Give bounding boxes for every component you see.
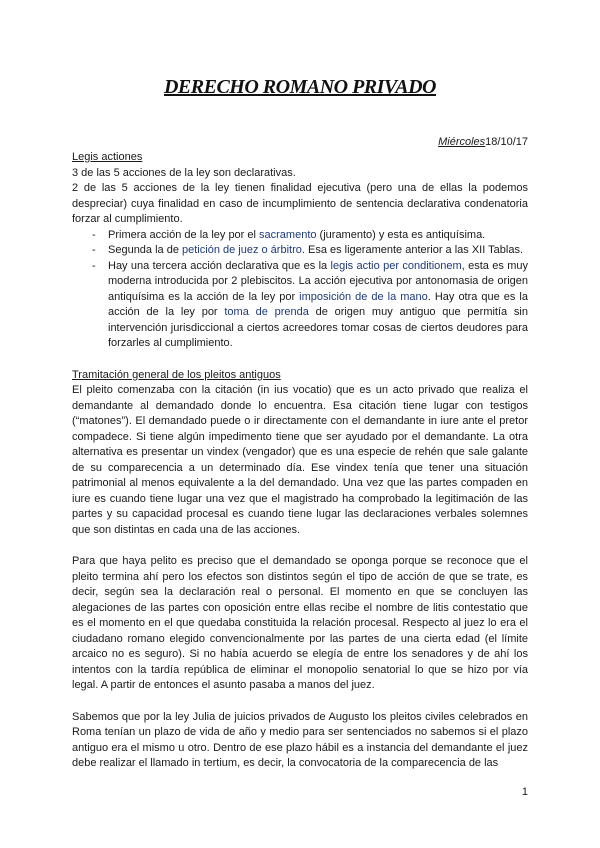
section-heading-tramitacion: Tramitación general de los pleitos antiguos: [72, 368, 281, 381]
date-line: [438, 136, 528, 148]
spacer: [72, 352, 528, 368]
text-run: (juramento) y esta es antiquísima.: [316, 228, 486, 241]
text-run: . Esa es ligeramente anterior a las XII Tablas.: [301, 244, 524, 256]
page-number: 1: [521, 786, 528, 798]
text-run: . Hay otra que es la acción de la ley por: [108, 290, 528, 318]
spacer: [72, 538, 528, 554]
document-body: [72, 150, 528, 772]
spacer: [72, 694, 528, 710]
document-title: DERECHO ROMANO PRIVADO: [163, 76, 437, 98]
term-peticion-juez: petición de juez o árbitro: [182, 244, 302, 256]
term-sacramento: sacramento: [259, 228, 317, 241]
text-run: Segunda la de: [108, 244, 183, 256]
list-item: [94, 243, 528, 259]
term-toma-prenda: toma de prenda: [224, 306, 309, 318]
section-heading-legis: Legis actiones: [72, 151, 143, 163]
paragraph-legis-2: 2 de las 5 acciones de la ley tienen finalidad ejecutiva (pero una de ellas la podemos despreciar) cuya finalidad en caso de incumplimiento de sentencia declarativa condenatoria forzar al cumplimiento.: [72, 182, 528, 225]
date-value: 18/10/17: [485, 136, 528, 148]
paragraph-legis-1: 3 de las 5 acciones de la ley son declarativas.: [72, 166, 296, 179]
legis-actions-list: [72, 228, 528, 352]
text-run: Hay una tercera acción declarativa que es la: [108, 259, 331, 272]
list-item: [94, 228, 528, 244]
paragraph-tramitacion-2: Para que haya pelito es preciso que el demandado se oponga porque se reconoce que el pleito termina ahí pero los efectos son distintos según el tipo de acción de que se trate, es decir, según sea la declaración real o personal. El momento en que se concluyen las alegaciones de las partes con oposición entre ellas recibe el nombre de litis contestatio que es el momento en el que quedaba constituida la relación procesal. Respecto al juez lo era el ciudadano romano elegido convencionalmente por las partes de una cierta edad (el límite arcaico no es seguro). Si no había acuerdo se elegía de entre los senadores y de ahí los intentos con la tardía república de eliminar el monopolio senatorial lo que se hizo por vía legal. A partir de entonces el asunto pasaba a manos del juez.: [72, 555, 528, 691]
date-day: Miércoles: [438, 136, 486, 148]
text-run: de origen muy antiguo que permitía sin intervención jurisdiccional a ciertos acreedores tomar cosas de ciertos deudores para forzarles al cumplimiento.: [108, 306, 528, 349]
paragraph-tramitacion-1: El pleito comenzaba con la citación (in ius vocatio) que es un acto privado que realiza el demandante al demandado donde lo encuentra. Esa citación tiene lugar con testigos (“matones”). El demandado puede o ir directamente con el demandante in iure ante el pretor compadece. Si tiene algún impedimento tiene que ser ayudado por el demandante. La otra alternativa es presentar un vindex (vengador) que es una especie de rehén que sale galante de su comparecencia a un determinado día. Ese vindex tenía que tener una situación patrimonial al menos equivalente a la del demandado. Una vez que las partes compaden en iure es cuando tiene lugar una vez que el magistrado ha comprobado la legitimación de las partes y su capacidad procesal es cuando tiene lugar las declaraciones verbales solemnes que son distintas en cada una de las acciones.: [72, 384, 528, 536]
term-legis-actio: legis actio per conditionem: [330, 259, 462, 272]
text-run: , esta es muy moderna introducida por 2 plebiscitos. La acción ejecutiva por antonomasia de origen antiquísima es la acción de la ley por: [108, 259, 528, 303]
term-imposicion-mano: imposición de de la mano: [299, 290, 428, 303]
text-run: Primera acción de la ley por el: [108, 228, 260, 241]
paragraph-tramitacion-3: Sabemos que por la ley Julia de juicios privados de Augusto los pleitos civiles celebrados en Roma tenían un plazo de vida de año y medio para ser sentenciados no sabemos si el plazo antiguo era el mismo u otro. Dentro de ese plazo hábil es a instancia del demandante el juez debe realizar el llamado in tertium, es decir, la convocatoria de la comparecencia de las: [72, 710, 528, 769]
list-item: [94, 259, 528, 352]
